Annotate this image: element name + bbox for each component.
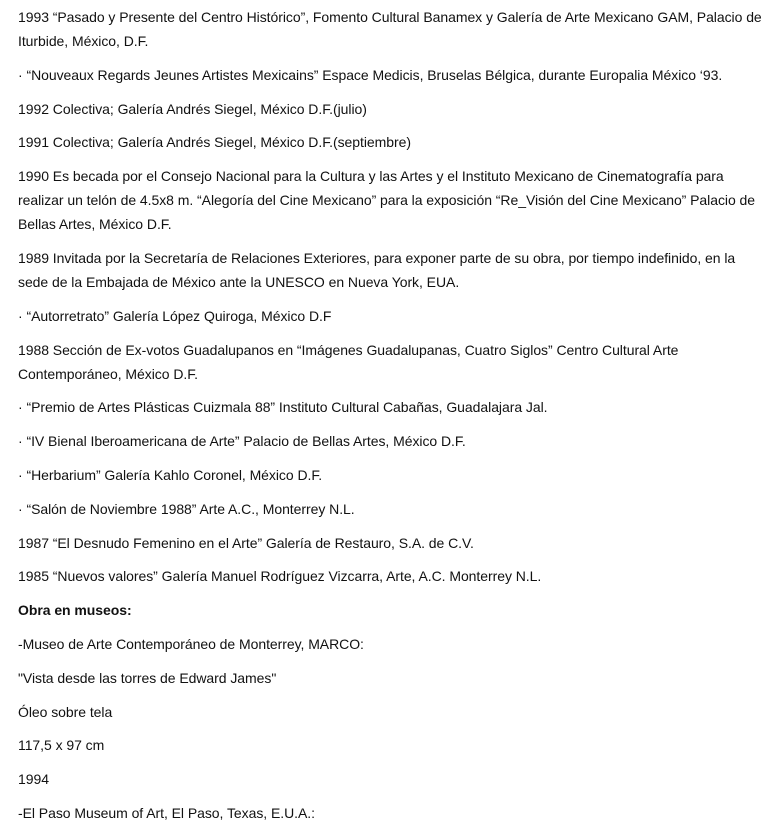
- exhibition-1993-historic-center: 1993 “Pasado y Presente del Centro Histórico”, Fomento Cultural Banamex y Galería de Arte Mexicano GAM, Palacio de Iturbide, México, D.F.: [18, 9, 762, 49]
- museum-el-paso: -El Paso Museum of Art, El Paso, Texas, E.U.A.:: [18, 804, 315, 821]
- exhibition-1992-colectiva: 1992 Colectiva; Galería Andrés Siegel, México D.F.(julio): [18, 100, 367, 117]
- artwork-title: "Vista desde las torres de Edward James": [18, 669, 277, 686]
- exhibition-salon-noviembre: · “Salón de Noviembre 1988” Arte A.C., Monterrey N.L.: [18, 500, 355, 517]
- exhibition-premio-cuizmala: · “Premio de Artes Plásticas Cuizmala 88” Instituto Cultural Cabañas, Guadalajara Jal.: [18, 399, 548, 416]
- exhibition-bienal-iberoamericana: · “IV Bienal Iberoamericana de Arte” Palacio de Bellas Artes, México D.F.: [18, 433, 466, 450]
- section-heading-obra-en-museos: Obra en museos:: [18, 602, 132, 619]
- exhibition-1988-exvotos: 1988 Sección de Ex-votos Guadalupanos en “Imágenes Guadalupanas, Cuatro Siglos” Centro Cultural Arte Contemporáneo, México D.F.: [18, 341, 679, 382]
- exhibition-1991-colectiva: 1991 Colectiva; Galería Andrés Siegel, México D.F.(septiembre): [18, 134, 411, 151]
- artwork-year: 1994: [18, 771, 49, 788]
- exhibition-nouveaux-regards: · “Nouveaux Regards Jeunes Artistes Mexicains” Espace Medicis, Bruselas Bélgica, durante Europalia México ‘93.: [18, 66, 723, 83]
- artwork-medium: Óleo sobre tela: [18, 703, 113, 720]
- artwork-dimensions: 117,5 x 97 cm: [18, 737, 105, 754]
- exhibition-1990-grant: 1990 Es becada por el Consejo Nacional para la Cultura y las Artes y el Instituto Mexicano de Cinematografía para realizar un telón de 4.5x8 m. “Alegoría del Cine Mexicano” para la exposición “Re_Visión del Cine Mexicano” Palacio de Bellas Artes, México D.F.: [18, 168, 756, 233]
- exhibition-1987-desnudo: 1987 “El Desnudo Femenino en el Arte” Galería de Restauro, S.A. de C.V.: [18, 534, 474, 551]
- museum-marco: -Museo de Arte Contemporáneo de Monterrey, MARCO:: [18, 635, 364, 652]
- exhibition-herbarium: · “Herbarium” Galería Kahlo Coronel, México D.F.: [18, 466, 323, 483]
- exhibition-1989-unesco: 1989 Invitada por la Secretaría de Relaciones Exteriores, para exponer parte de su obra, por tiempo indefinido, en la sede de la Embajada de México ante la UNESCO en Nueva York, EUA.: [18, 249, 736, 290]
- exhibition-autorretrato: · “Autorretrato” Galería López Quiroga, México D.F: [18, 307, 332, 324]
- exhibition-1985-nuevos-valores: 1985 “Nuevos valores” Galería Manuel Rodríguez Vizcarra, Arte, A.C. Monterrey N.L.: [18, 568, 542, 585]
